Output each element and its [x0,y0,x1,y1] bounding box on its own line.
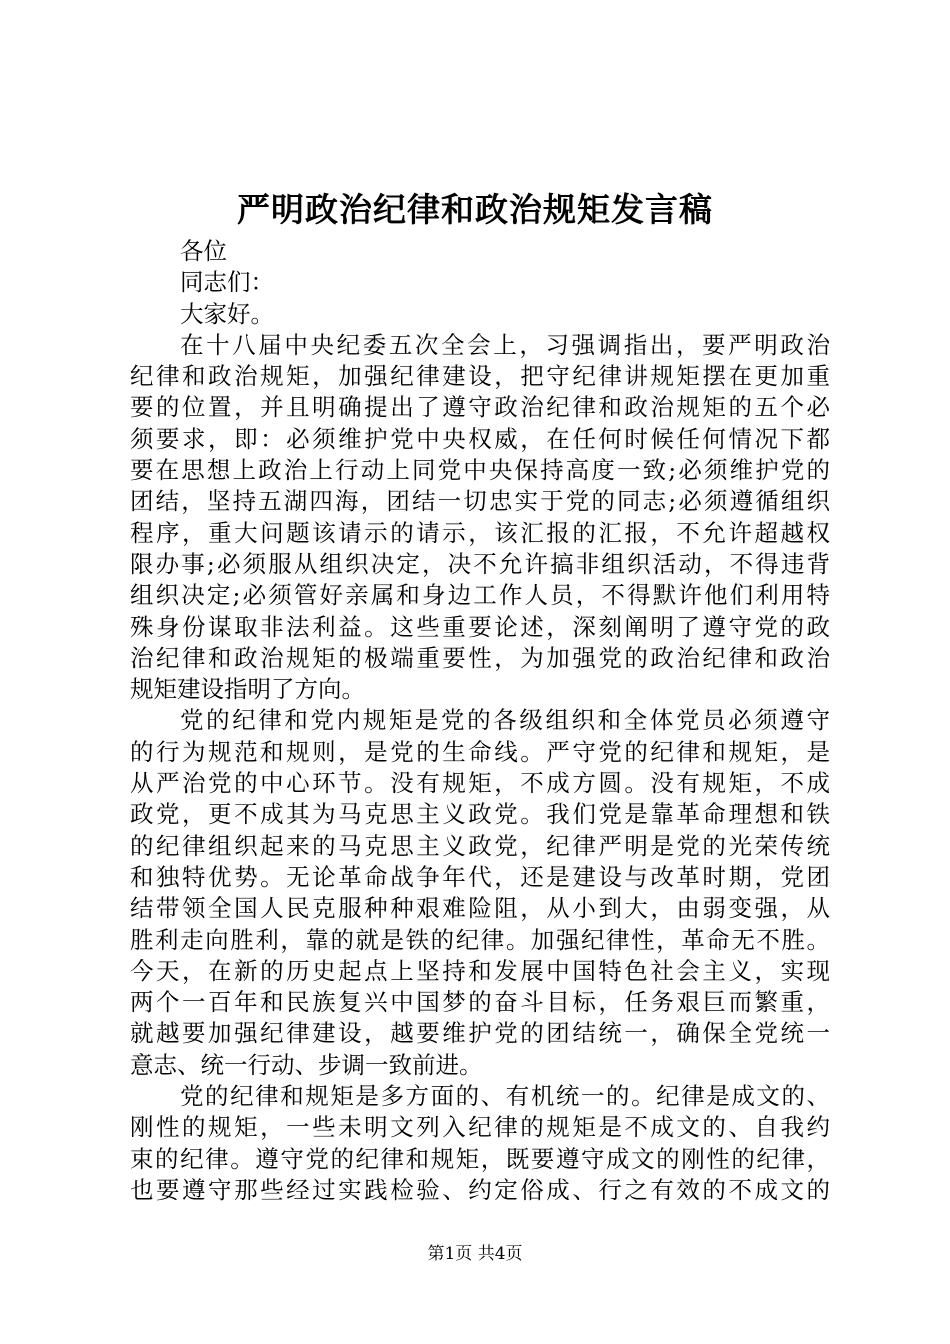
paragraph-line: 殊身份谋取非法利益。这些重要论述，深刻阐明了遵守党的政 [130,612,830,641]
document-body [130,236,830,1206]
greeting-line: 大家好。 [180,299,274,328]
paragraph-line: 束的纪律。遵守党的纪律和规矩，既要遵守成文的刚性的纪律， [130,1144,830,1173]
paragraph-line: 结带领全国人民克服种种艰难险阻，从小到大，由弱变强，从 [130,894,830,923]
paragraph-line: 党的纪律和规矩是多方面的、有机统一的。纪律是成文的、 [180,1082,830,1111]
paragraph-line: 今天，在新的历史起点上坚持和发展中国特色社会主义，实现 [130,956,830,985]
greeting-line: 同志们： [180,268,274,297]
paragraph-line: 须要求，即：必须维护党中央权威，在任何时候任何情况下都 [130,424,830,453]
paragraph [130,705,830,1081]
paragraph-line: 的行为规范和规则，是党的生命线。严守党的纪律和规矩，是 [130,737,830,766]
paragraph-line: 的纪律组织起来的马克思主义政党，纪律严明是党的光荣传统 [130,831,830,860]
paragraph [130,1081,830,1206]
paragraph-line: 党的纪律和党内规矩是党的各级组织和全体党员必须遵守 [180,706,830,735]
paragraph-line: 也要遵守那些经过实践检验、约定俗成、行之有效的不成文的 [130,1175,830,1204]
paragraph-line: 纪律和政治规矩，加强纪律建设，把守纪律讲规矩摆在更加重 [130,362,830,391]
paragraph-line: 从严治党的中心环节。没有规矩，不成方圆。没有规矩，不成 [130,769,830,798]
paragraph-line: 程序，重大问题该请示的请示，该汇报的汇报，不允许超越权 [130,518,830,547]
paragraph-line: 和独特优势。无论革命战争年代，还是建设与改革时期，党团 [130,862,830,891]
greeting-line: 各位 [180,237,227,265]
paragraph-line: 胜利走向胜利，靠的就是铁的纪律。加强纪律性，革命无不胜。 [130,925,830,954]
page-number-footer: 第1页 共4页 [427,1244,523,1264]
paragraph-line: 政党，更不成其为马克思主义政党。我们党是靠革命理想和铁 [130,800,830,829]
document-title: 严明政治纪律和政治规矩发言稿 [237,190,713,229]
paragraph-line: 治纪律和政治规矩的极端重要性，为加强党的政治纪律和政治 [130,643,830,672]
paragraph-line: 刚性的规矩，一些未明文列入纪律的规矩是不成文的、自我约 [130,1113,830,1142]
paragraph-container [130,330,830,1206]
paragraph-line: 在十八届中央纪委五次全会上，习强调指出，要严明政治 [180,330,830,359]
paragraph-line: 就越要加强纪律建设，越要维护党的团结统一，确保全党统一 [130,1019,830,1048]
paragraph-line: 规矩建设指明了方向。 [130,675,365,704]
paragraph-line: 意志、统一行动、步调一致前进。 [130,1050,483,1079]
paragraph [130,330,830,706]
paragraph-line: 团结，坚持五湖四海，团结一切忠实于党的同志;必须遵循组织 [130,487,830,516]
paragraph-line: 两个一百年和民族复兴中国梦的奋斗目标，任务艰巨而繁重， [130,988,830,1017]
paragraph-line: 要的位置，并且明确提出了遵守政治纪律和政治规矩的五个必 [130,393,830,422]
paragraph-line: 限办事;必须服从组织决定，决不允许搞非组织活动，不得违背 [130,549,830,578]
paragraph-line: 组织决定;必须管好亲属和身边工作人员，不得默许他们利用特 [130,581,830,610]
paragraph-line: 要在思想上政治上行动上同党中央保持高度一致;必须维护党的 [130,456,830,485]
